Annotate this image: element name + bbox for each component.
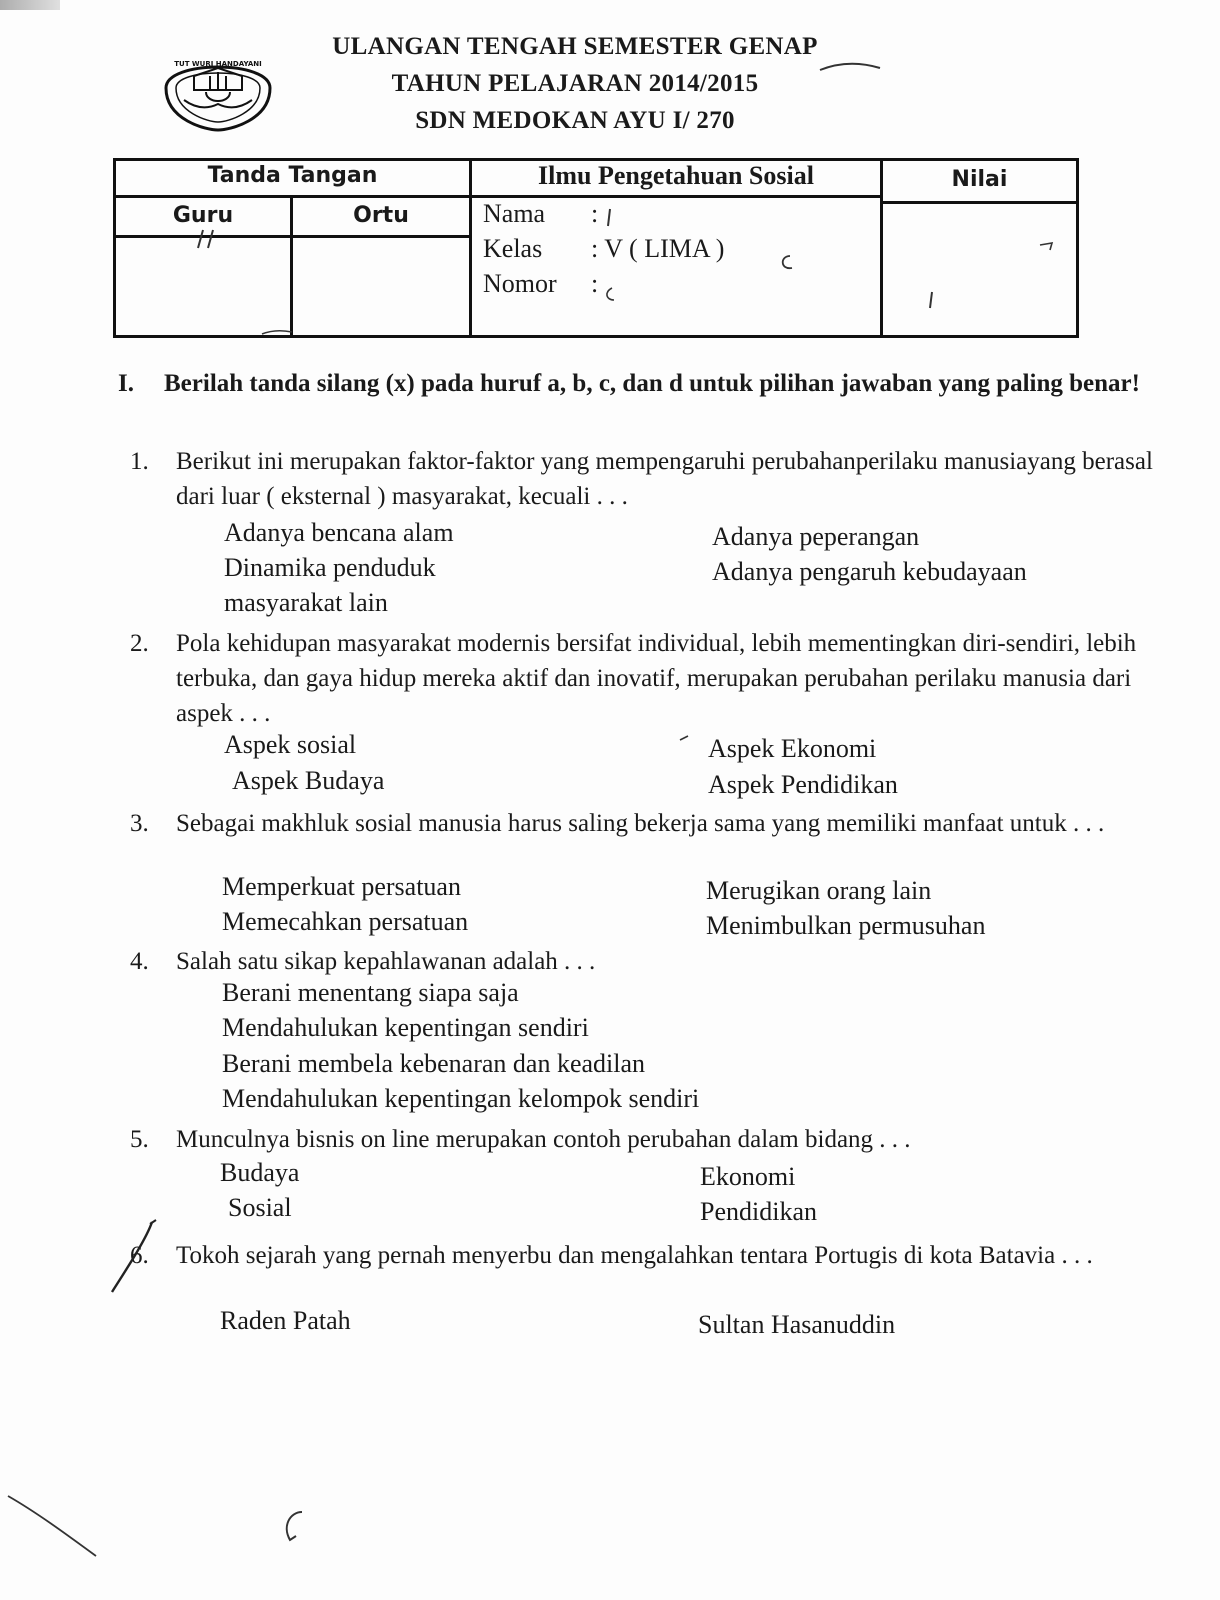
answer-option[interactable]: Aspek Budaya — [232, 766, 385, 795]
subject-header: Ilmu Pengetahuan Sosial — [538, 161, 814, 190]
answer-option-continuation: masyarakat lain — [224, 588, 388, 617]
answer-option[interactable]: Sosial — [228, 1193, 292, 1222]
class-value[interactable]: : V ( LIMA ) — [591, 234, 725, 263]
answer-option[interactable]: Aspek Pendidikan — [708, 770, 898, 799]
answer-option[interactable]: Aspek Ekonomi — [708, 734, 877, 763]
table-divider — [469, 195, 880, 198]
question-number: 1. — [130, 448, 149, 475]
question-number: 5. — [130, 1126, 149, 1153]
answer-option[interactable]: Raden Patah — [220, 1306, 351, 1335]
answer-option[interactable]: Mendahulukan kepentingan kelompok sendiri — [222, 1084, 700, 1113]
answer-option[interactable]: Memperkuat persatuan — [222, 872, 461, 901]
header-title-line1: ULANGAN TENGAH SEMESTER GENAP — [332, 33, 818, 60]
question-5 — [130, 1122, 1170, 1157]
number-value[interactable]: : — [591, 269, 599, 298]
table-divider — [116, 195, 469, 198]
question-text: Pola kehidupan masyarakat modernis bersifat individual, lebih mementingkan diri-sendiri, lebih terbuka, dan gaya hidup mereka aktif dan inovatif, merupakan perubahan perilaku manusia dari aspek . . . — [176, 630, 1137, 727]
answer-option[interactable]: Pendidikan — [700, 1197, 817, 1226]
answer-option[interactable]: Adanya bencana alam — [224, 518, 454, 547]
question-text: Munculnya bisnis on line merupakan contoh perubahan dalam bidang . . . — [176, 1126, 911, 1153]
answer-option[interactable]: Aspek sosial — [224, 730, 357, 759]
question-text: Sebagai makhluk sosial manusia harus saling bekerja sama yang memiliki manfaat untuk . . . — [176, 810, 1105, 837]
identity-table — [113, 158, 1079, 338]
question-number: 4. — [130, 948, 149, 975]
question-4 — [130, 944, 1170, 979]
logo-text: TUT WURI HANDAYANI — [174, 60, 262, 68]
answer-option[interactable]: Memecahkan persatuan — [222, 907, 469, 936]
tut-wuri-handayani-logo — [158, 46, 278, 132]
answer-option[interactable]: Adanya pengaruh kebudayaan — [712, 557, 1027, 586]
teacher-signature-label: Guru — [172, 203, 234, 228]
header-title-line2: TAHUN PELAJARAN 2014/2015 — [391, 70, 759, 97]
section-instruction — [118, 366, 1178, 401]
question-number: 2. — [130, 630, 149, 657]
name-label: Nama — [483, 199, 546, 228]
number-label: Nomor — [483, 269, 557, 298]
answer-option[interactable]: Ekonomi — [700, 1162, 796, 1191]
signature-header: Tanda Tangan — [207, 163, 378, 188]
header-title-line3: SDN MEDOKAN AYU I/ 270 — [415, 107, 735, 134]
name-value[interactable]: : — [591, 199, 599, 228]
question-2 — [130, 626, 1170, 731]
parent-signature-label: Ortu — [353, 203, 409, 228]
class-row — [483, 234, 724, 264]
question-3 — [130, 806, 1170, 841]
answer-option[interactable]: Merugikan orang lain — [706, 876, 932, 905]
score-header: Nilai — [951, 167, 1008, 192]
section-number: I. — [118, 370, 134, 397]
question-text: Berikut ini merupakan faktor-faktor yang mempengaruhi perubahanperilaku manusiayang berasal dari luar ( eksternal ) masyarakat, kecuali . . . — [176, 448, 1153, 510]
section-instruction-text: Berilah tanda silang (x) pada huruf a, b, c, dan d untuk pilihan jawaban yang paling benar! — [164, 370, 1140, 397]
table-divider — [880, 201, 1076, 204]
answer-option[interactable]: Mendahulukan kepentingan sendiri — [222, 1013, 589, 1042]
answer-option[interactable]: Budaya — [220, 1158, 300, 1187]
answer-option[interactable]: Adanya peperangan — [712, 522, 920, 551]
question-text: Salah satu sikap kepahlawanan adalah . . . — [176, 948, 596, 975]
class-label: Kelas — [483, 234, 543, 263]
answer-option[interactable]: Menimbulkan permusuhan — [706, 911, 986, 940]
question-6 — [130, 1238, 1170, 1273]
answer-option[interactable]: Dinamika penduduk — [224, 553, 436, 582]
name-row — [483, 199, 598, 229]
answer-option[interactable]: Sultan Hasanuddin — [698, 1310, 896, 1339]
answer-option[interactable]: Berani menentang siapa saja — [222, 978, 519, 1007]
question-text: Tokoh sejarah yang pernah menyerbu dan mengalahkan tentara Portugis di kota Batavia . . . — [176, 1242, 1093, 1269]
question-1 — [130, 444, 1170, 514]
question-number: 3. — [130, 810, 149, 837]
scan-artifact — [0, 0, 60, 10]
answer-option[interactable]: Berani membela kebenaran dan keadilan — [222, 1049, 646, 1078]
exam-header — [290, 28, 860, 139]
number-row — [483, 269, 598, 299]
table-divider — [116, 235, 469, 238]
question-number: 6. — [130, 1242, 149, 1269]
